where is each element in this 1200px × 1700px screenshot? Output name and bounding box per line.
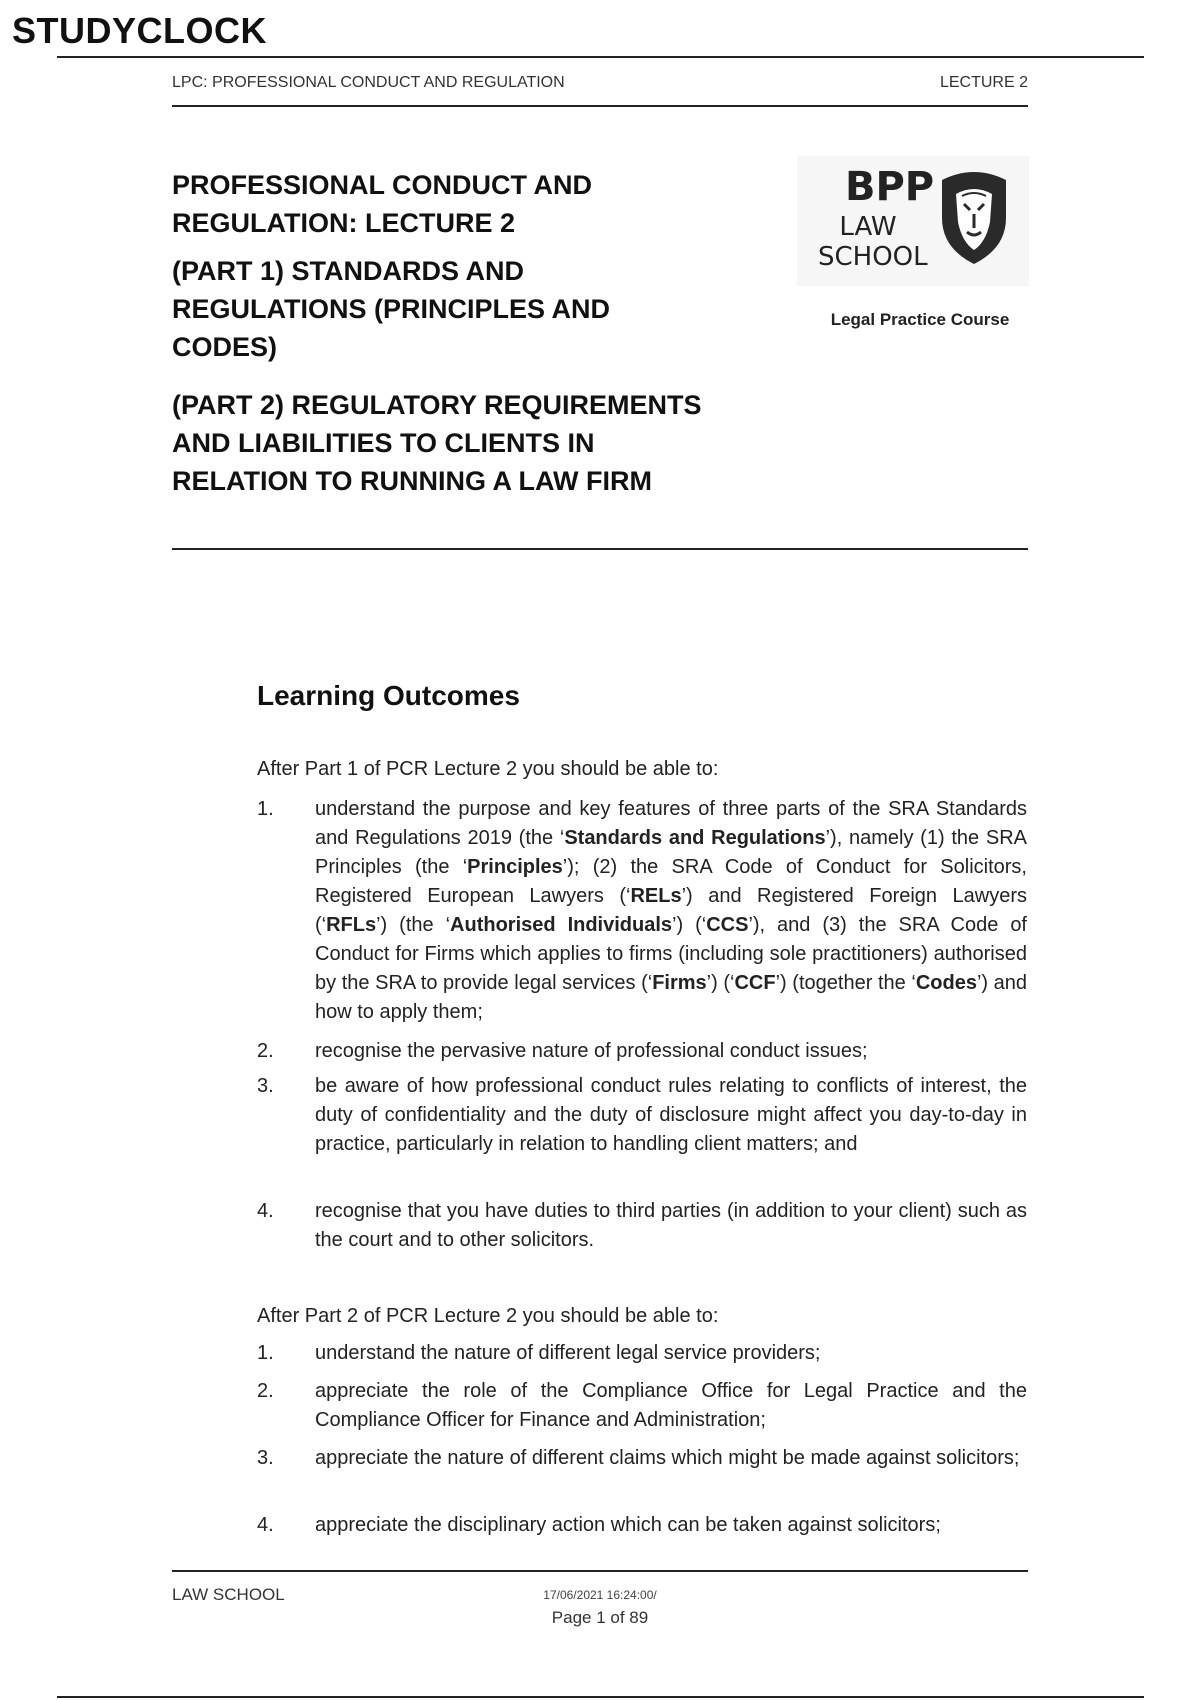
text-run: ’); (2) the SRA Code of Conduct for Solicitors, Registered European Lawyers (‘ bbox=[315, 856, 1027, 907]
list-number: 4. bbox=[257, 1200, 274, 1222]
text-run: ’), namely (1) the SRA Principles (the ‘ bbox=[315, 827, 1028, 878]
list-text: recognise that you have duties to third parties (in addition to your client) such as the court and to other solicitors. bbox=[315, 1200, 1027, 1251]
defined-term: Authorised Individuals bbox=[450, 914, 673, 936]
defined-term: CCS bbox=[706, 914, 749, 936]
part1-intro: After Part 1 of PCR Lecture 2 you should be able to: bbox=[257, 758, 719, 780]
list-text bbox=[315, 795, 1027, 1027]
list-item bbox=[257, 1339, 1027, 1368]
part1-title bbox=[172, 252, 772, 366]
list-text: be aware of how professional conduct rules relating to conflicts of interest, the duty of confidentiality and the duty of disclosure might affect you day-to-day in practice, particularly in relation to handling client matters; and bbox=[315, 1075, 1027, 1155]
list-item bbox=[257, 1377, 1027, 1435]
running-header-right: LECTURE 2 bbox=[939, 74, 1028, 91]
list-text: appreciate the role of the Compliance Office for Legal Practice and the Compliance Officer for Finance and Administration; bbox=[315, 1380, 1027, 1431]
defined-term: RFLs bbox=[326, 914, 377, 936]
defined-term: Firms bbox=[652, 972, 707, 994]
list-number: 1. bbox=[257, 1342, 274, 1364]
text-run: ’), and (3) the SRA Code of Conduct for Firms which applies to firms (including sole practitioners) authorised by the SRA to provide legal services (‘ bbox=[315, 914, 1027, 994]
list-item bbox=[257, 1197, 1027, 1255]
lion-shield-icon bbox=[934, 166, 1014, 266]
title-divider bbox=[172, 548, 1028, 550]
part2-intro: After Part 2 of PCR Lecture 2 you should be able to: bbox=[257, 1305, 719, 1327]
list-number: 2. bbox=[257, 1380, 274, 1402]
defined-term: Standards and Regulations bbox=[564, 827, 826, 849]
text-run: understand the purpose and key features of three parts of the SRA Standards and Regulations 2019 (the ‘ bbox=[315, 798, 1027, 849]
logo-lawschool-text bbox=[818, 212, 928, 272]
list-text: appreciate the nature of different claims which might be made against solicitors; bbox=[315, 1447, 1020, 1469]
list-item bbox=[257, 1511, 1027, 1540]
page-title bbox=[172, 166, 772, 242]
defined-term: CCF bbox=[734, 972, 776, 994]
title-line: AND LIABILITIES TO CLIENTS IN bbox=[172, 428, 595, 458]
list-item bbox=[257, 1037, 1027, 1066]
title-line: CODES) bbox=[172, 332, 278, 362]
list-number: 4. bbox=[257, 1514, 274, 1536]
part2-title bbox=[172, 386, 772, 500]
defined-term: Principles bbox=[467, 856, 563, 878]
footer-timestamp: 17/06/2021 16:24:00/ bbox=[543, 1588, 657, 1602]
title-line: (PART 2) REGULATORY REQUIREMENTS bbox=[172, 390, 702, 420]
list-text: recognise the pervasive nature of professional conduct issues; bbox=[315, 1040, 868, 1062]
defined-term: Codes bbox=[915, 972, 977, 994]
defined-term: RELs bbox=[630, 885, 682, 907]
title-line: REGULATIONS (PRINCIPLES AND bbox=[172, 294, 611, 324]
title-line: RELATION TO RUNNING A LAW FIRM bbox=[172, 466, 652, 496]
list-number: 3. bbox=[257, 1447, 274, 1469]
footer-divider bbox=[172, 1570, 1028, 1572]
logo-school: SCHOOL bbox=[818, 242, 928, 272]
brand-divider bbox=[57, 56, 1144, 58]
text-run: ’) (‘ bbox=[706, 972, 735, 994]
logo-bpp-text: BPP bbox=[845, 164, 935, 210]
title-line: (PART 1) STANDARDS AND bbox=[172, 256, 524, 286]
title-line: PROFESSIONAL CONDUCT AND bbox=[172, 170, 593, 200]
text-run: ’) (together the ‘ bbox=[775, 972, 916, 994]
page-number: Page 1 of 89 bbox=[551, 1608, 649, 1627]
logo-law: LAW bbox=[839, 212, 897, 242]
course-caption: Legal Practice Course bbox=[830, 310, 1010, 329]
list-number: 3. bbox=[257, 1075, 274, 1097]
bottom-divider bbox=[57, 1696, 1144, 1698]
text-run: ’) (the ‘ bbox=[376, 914, 451, 936]
list-text: appreciate the disciplinary action which can be taken against solicitors; bbox=[315, 1514, 941, 1536]
list-item bbox=[257, 1444, 1027, 1473]
text-run: ’) and Registered Foreign Lawyers (‘ bbox=[315, 885, 1028, 936]
text-run: ’) (‘ bbox=[672, 914, 707, 936]
list-number: 1. bbox=[257, 798, 274, 820]
list-item bbox=[257, 795, 1027, 1027]
running-header-left: LPC: PROFESSIONAL CONDUCT AND REGULATION bbox=[172, 74, 565, 91]
list-text: understand the nature of different legal service providers; bbox=[315, 1342, 821, 1364]
header-divider bbox=[172, 105, 1028, 107]
section-heading: Learning Outcomes bbox=[257, 680, 520, 711]
text-run: ’) and how to apply them; bbox=[315, 972, 1028, 1023]
list-item bbox=[257, 1072, 1027, 1159]
footer-left: LAW SCHOOL bbox=[172, 1585, 285, 1604]
site-brand: STUDYCLOCK bbox=[12, 10, 267, 51]
title-line: REGULATION: LECTURE 2 bbox=[172, 208, 515, 238]
list-number: 2. bbox=[257, 1040, 274, 1062]
